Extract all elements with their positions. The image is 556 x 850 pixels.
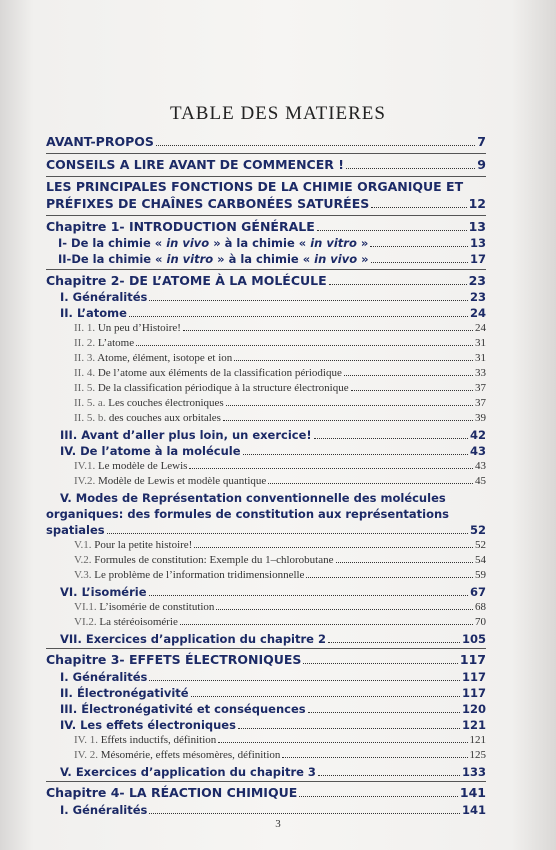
toc-entry-constitution[interactable]: VI.1. L’isomérie de constitution 68 xyxy=(74,601,486,613)
toc-entry-histoire[interactable]: II. 1. Un peu d’Histoire! 24 xyxy=(74,322,486,334)
toc-entry-modes-line2: organiques: des formules de constitution aux représentations xyxy=(46,507,450,521)
toc-entry-fonctions[interactable]: PRÉFIXES DE CHAÎNES CARBONÉES SATURÉES 12 xyxy=(46,196,486,211)
toc-entry-isomerie[interactable]: VI. L’isomérie 67 xyxy=(60,585,486,599)
toc-entry-lewis[interactable]: IV.1. Le modèle de Lewis 43 xyxy=(74,460,486,472)
toc-entry-classification[interactable]: II. 4. De l’atome aux éléments de la classification périodique 33 xyxy=(74,367,486,379)
toc-entry-consequences[interactable]: III. Électronégativité et conséquences 120 xyxy=(60,702,486,716)
toc-entry-structure[interactable]: II. 5. De la classification périodique à la structure électronique 37 xyxy=(74,382,486,394)
toc-chapter-3[interactable]: Chapitre 3- EFFETS ÉLECTRONIQUES 117 xyxy=(46,652,486,667)
toc-entry-quantique[interactable]: IV.2. Modèle de Lewis et modèle quantique 45 xyxy=(74,475,486,487)
page-title: TABLE DES MATIERES xyxy=(170,103,386,124)
toc-entry-generalites-ch4[interactable]: I. Généralités 141 xyxy=(60,803,486,817)
toc-chapter-4[interactable]: Chapitre 4- LA RÉACTION CHIMIQUE 141 xyxy=(46,785,486,800)
toc-entry-couches[interactable]: II. 5. a. Les couches électroniques 37 xyxy=(74,397,486,409)
toc-entry-generalites-ch3[interactable]: I. Généralités 117 xyxy=(60,670,486,684)
toc-entry-chlorobutane[interactable]: V.2. Formules de constitution: Exemple du 1–chlorobutane 54 xyxy=(74,554,486,566)
toc-entry-modes-line1: V. Modes de Représentation conventionnelle des molécules xyxy=(60,491,446,505)
toc-entry-mesomerie[interactable]: IV. 2. Mésomérie, effets mésomères, définition 125 xyxy=(74,749,486,761)
divider xyxy=(46,781,486,782)
toc-entry-exercice[interactable]: III. Avant d’aller plus loin, un exercice! 42 xyxy=(60,428,486,442)
toc-entry-electronegativite[interactable]: II. Électronégativité 117 xyxy=(60,686,486,700)
toc-entry-generalites[interactable]: I. Généralités 23 xyxy=(60,290,486,304)
toc-entry-isotope[interactable]: II. 3. Atome, élément, isotope et ion 31 xyxy=(74,352,486,364)
toc-entry-stereoisomerie[interactable]: VI.2. La stéréoisomérie 70 xyxy=(74,616,486,628)
toc-entry-modes[interactable]: spatiales 52 xyxy=(46,523,486,537)
toc-chapter-1[interactable]: Chapitre 1- INTRODUCTION GÉNÉRALE 13 xyxy=(46,219,486,234)
divider xyxy=(46,648,486,649)
toc-entry-exercices-ch2[interactable]: VII. Exercices d’application du chapitre 2 105 xyxy=(60,632,486,646)
divider xyxy=(46,153,486,154)
toc-entry-conseils[interactable]: CONSEILS A LIRE AVANT DE COMMENCER ! 9 xyxy=(46,157,486,172)
toc-entry-l-atome[interactable]: II. 2. L’atome 31 xyxy=(74,337,486,349)
toc-entry-exercices-ch3[interactable]: V. Exercices d’application du chapitre 3 133 xyxy=(60,765,486,779)
toc-entry-atome[interactable]: II. L’atome 24 xyxy=(60,306,486,320)
toc-entry-molecule[interactable]: IV. De l’atome à la molécule 43 xyxy=(60,444,486,458)
toc-entry-tridimensionnelle[interactable]: V.3. Le problème de l’information tridimensionnelle 59 xyxy=(74,569,486,581)
toc-entry-vivo-vitro[interactable]: I- De la chimie « in vivo » à la chimie « in vitro » 13 xyxy=(58,236,486,250)
divider xyxy=(46,176,486,177)
toc-entry-inductifs[interactable]: IV. 1. Effets inductifs, définition 121 xyxy=(74,734,486,746)
toc-entry-petite-histoire[interactable]: V.1. Pour la petite histoire! 52 xyxy=(74,539,486,551)
divider xyxy=(46,215,486,216)
toc-entry-avant-propos[interactable]: AVANT-PROPOS 7 xyxy=(46,134,486,149)
toc-entry-vitro-vivo[interactable]: II-De la chimie « in vitro » à la chimie « in vivo » 17 xyxy=(58,252,486,266)
page-number: 3 xyxy=(275,818,281,830)
toc-entry-effets[interactable]: IV. Les effets électroniques 121 xyxy=(60,718,486,732)
toc-chapter-2[interactable]: Chapitre 2- DE L’ATOME À LA MOLÉCULE 23 xyxy=(46,273,486,288)
toc-entry-fonctions-line1: LES PRINCIPALES FONCTIONS DE LA CHIMIE ORGANIQUE ET xyxy=(46,179,464,194)
divider xyxy=(46,269,486,270)
toc-entry-orbitales[interactable]: II. 5. b. des couches aux orbitales 39 xyxy=(74,412,486,424)
